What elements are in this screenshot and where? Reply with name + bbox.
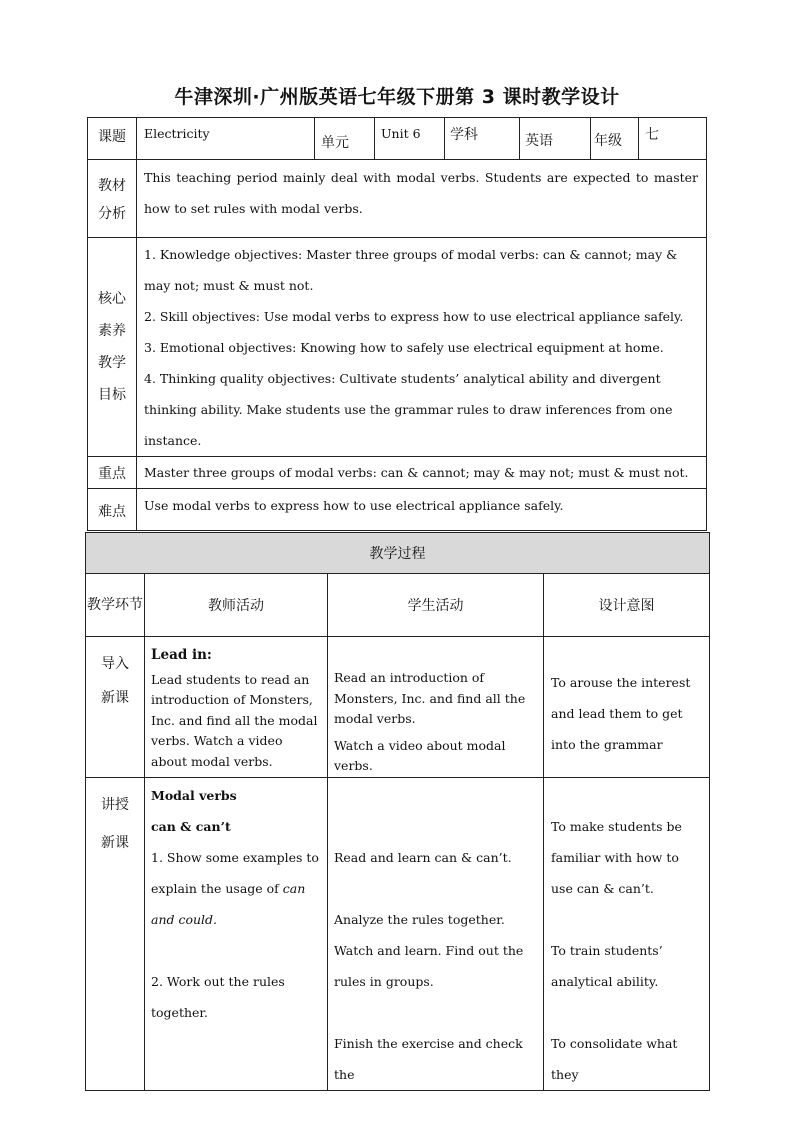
info-table	[87, 117, 707, 531]
student-activity-lead-in: Read an introduction of Monsters, Inc. and find all the modal verbs. Watch a video about modal verbs.	[328, 637, 544, 778]
topic-value: Electricity	[137, 118, 315, 160]
grade-value: 七	[639, 118, 707, 160]
teacher-activity-modal-verbs: Modal verbs can & can’t 1. Show some examples to explain the usage of can and could. 2. Work out the rules together.	[145, 777, 328, 1090]
topic-label: 课题	[88, 118, 137, 160]
subject-label: 学科	[445, 118, 520, 160]
unit-value: Unit 6	[375, 118, 445, 160]
column-intent: 设计意图	[544, 574, 710, 637]
column-teacher: 教师活动	[145, 574, 328, 637]
objective-item: 2. Skill objectives: Use modal verbs to express how to use electrical appliance safely.	[144, 309, 684, 324]
intent-modal-verbs: To make students be familiar with how to use can & can’t. To train students’ analytical ability. To consolidate what they	[544, 777, 710, 1090]
column-stage: 教学环节	[86, 574, 145, 637]
objectives-list	[137, 238, 707, 457]
objectives-label: 核心 素养 教学 目标	[88, 238, 137, 457]
subject-value: 英语	[520, 118, 591, 160]
intent-lead-in: To arouse the interest and lead them to get into the grammar	[544, 637, 710, 778]
objective-item: 4. Thinking quality objectives: Cultivate students’ analytical ability and divergent thinking ability. Make students use the grammar rules to draw inferences from one instance.	[144, 371, 673, 448]
page-title: 牛津深圳·广州版英语七年级下册第 3 课时教学设计	[174, 86, 620, 108]
objective-item: 3. Emotional objectives: Knowing how to safely use electrical equipment at home.	[144, 340, 664, 355]
key-point-text: Master three groups of modal verbs: can & cannot; may & may not; must & must not.	[137, 457, 707, 489]
stage-lead-in: 导入 新课	[86, 637, 145, 778]
grade-label: 年级	[591, 118, 639, 160]
unit-label: 单元	[315, 118, 375, 160]
process-header: 教学过程	[86, 533, 710, 574]
stage-new-lesson: 讲授 新课	[86, 777, 145, 1090]
column-student: 学生活动	[328, 574, 544, 637]
difficult-point-text: Use modal verbs to express how to use electrical appliance safely.	[137, 489, 707, 531]
analysis-label: 教材 分析	[88, 160, 137, 238]
analysis-text: This teaching period mainly deal with modal verbs. Students are expected to master how to set rules with modal verbs.	[137, 160, 707, 238]
key-point-label: 重点	[88, 457, 137, 489]
objective-item: 1. Knowledge objectives: Master three groups of modal verbs: can & cannot; may & may not; must & must not.	[144, 247, 678, 293]
process-table	[85, 532, 710, 1091]
difficult-point-label: 难点	[88, 489, 137, 531]
student-activity-modal-verbs: Read and learn can & can’t. Analyze the rules together. Watch and learn. Find out the rules in groups. Finish the exercise and check the	[328, 777, 544, 1090]
teacher-activity-lead-in: Lead in: Lead students to read an introduction of Monsters, Inc. and find all the modal verbs. Watch a video about modal verbs.	[145, 637, 328, 778]
